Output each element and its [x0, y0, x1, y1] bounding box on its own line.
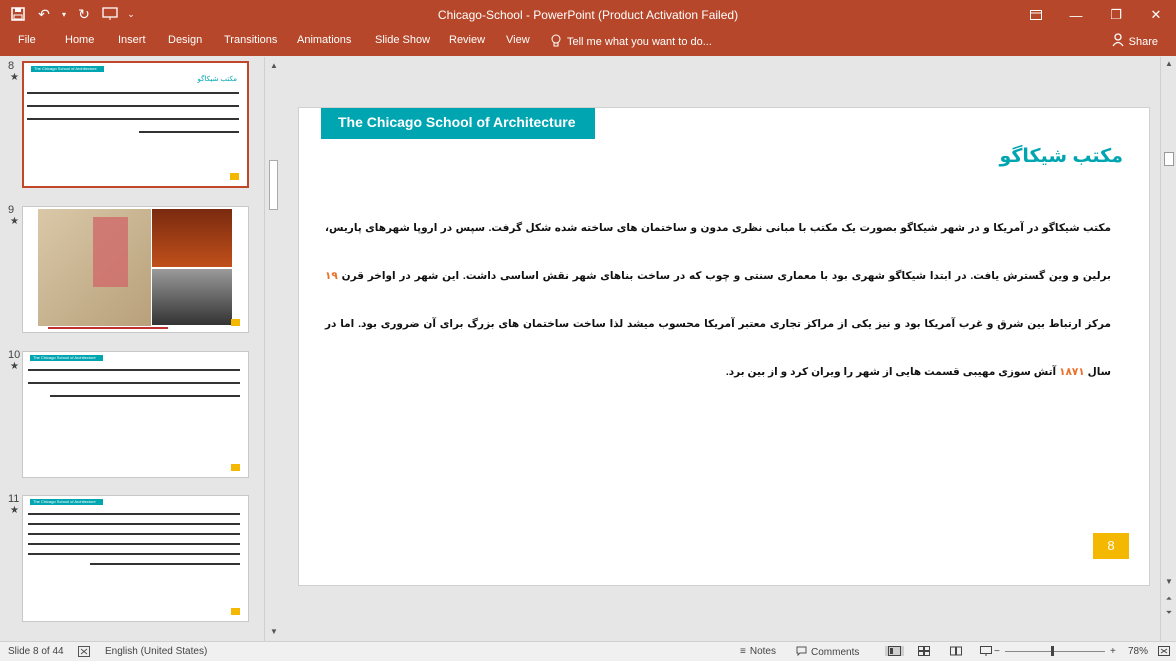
reading-view-icon[interactable] [950, 646, 962, 656]
editor-scrollbar[interactable] [1160, 57, 1176, 641]
highlight-number: ۱۹ [325, 270, 338, 282]
slide-thumbnail-8[interactable] [22, 61, 249, 188]
slide-title[interactable]: مکتب شیکاگو [999, 146, 1123, 167]
tab-home[interactable]: Home [65, 34, 95, 46]
thumb-header: The Chicago School of Architecture [31, 66, 104, 72]
animation-star-icon: ★ [10, 505, 19, 516]
tab-file[interactable]: File [18, 34, 36, 46]
thumb-header: The Chicago School of Architecture [30, 499, 103, 505]
next-slide-icon[interactable]: ⏷ [1165, 608, 1173, 617]
comments-label: Comments [811, 647, 860, 658]
animation-star-icon: ★ [10, 72, 19, 83]
thumb-text-line [139, 131, 239, 133]
customize-icon[interactable]: ⌄ [127, 8, 135, 19]
tab-transitions[interactable]: Transitions [224, 34, 278, 46]
body-text-part: مرکز ارتباط بین شرق و غرب آمریکا بود و نیز یکی از مراکز تجاری معتبر آمریکا محسوب میشد لذا ساخت ساختمان های بزرگ برای آن ضروری بود. اما در سال [325, 318, 1111, 378]
thumb-text-line [28, 553, 240, 555]
thumb-text-line [28, 369, 240, 371]
scroll-up-icon[interactable]: ▲ [1165, 59, 1173, 68]
animation-star-icon: ★ [10, 361, 19, 372]
thumb-text-line [27, 105, 239, 107]
tab-review[interactable]: Review [449, 34, 486, 46]
scroll-thumb[interactable] [1164, 152, 1174, 166]
language-indicator[interactable]: English (United States) [105, 646, 208, 657]
thumb-page-number [230, 173, 239, 180]
thumb-text-line [27, 92, 239, 94]
slide-editor[interactable] [283, 57, 1160, 641]
scroll-up-icon[interactable]: ▲ [270, 61, 278, 70]
notes-icon: ≡ [740, 646, 746, 657]
notes-label: Notes [749, 646, 776, 657]
normal-view-icon[interactable] [885, 646, 904, 656]
comment-icon [796, 646, 807, 659]
tab-design[interactable]: Design [168, 34, 203, 46]
scroll-down-icon[interactable]: ▼ [1165, 577, 1173, 586]
thumb-page-number [231, 319, 240, 326]
dropdown-arrow-icon[interactable]: ▾ [61, 9, 66, 19]
thumb-page-number [231, 464, 240, 471]
ribbon-display-icon[interactable] [1016, 0, 1056, 30]
fit-slide-icon[interactable] [1158, 646, 1170, 656]
share-label: Share [1128, 35, 1158, 48]
restore-icon[interactable]: ❐ [1110, 7, 1122, 22]
undo-icon[interactable]: ↶ [38, 5, 50, 22]
thumb-text-line [28, 382, 240, 384]
slide-number: 8 [8, 60, 15, 72]
thumb-title: مکتب شیکاگو [197, 76, 237, 83]
slide-number: 11 [8, 493, 20, 505]
window-controls [1016, 0, 1176, 30]
slide-header-banner[interactable]: The Chicago School of Architecture [321, 108, 595, 139]
zoom-level[interactable]: 78% [1128, 646, 1149, 657]
minimize-icon[interactable]: — [1069, 7, 1083, 23]
slideshow-view-icon[interactable] [980, 646, 992, 656]
window-title: Chicago-School - PowerPoint (Product Activation Failed) [437, 8, 739, 22]
close-icon[interactable]: ✕ [1150, 7, 1162, 22]
title-bar [0, 0, 1176, 30]
scroll-down-icon[interactable]: ▼ [270, 627, 278, 636]
zoom-slider[interactable] [1005, 651, 1105, 652]
thumb-text-line [28, 543, 240, 545]
slide-canvas[interactable] [298, 107, 1150, 586]
tab-insert[interactable]: Insert [118, 34, 146, 46]
map-image [38, 209, 151, 326]
thumb-text-line [28, 533, 240, 535]
slide-sorter-icon[interactable] [918, 646, 930, 656]
body-text-part: مکتب شیکاگو در آمریکا و در شهر شیکاگو بصورت یک مکتب با مبانی نظری مدون و ساختمان های ساخته شده شکل گرفت. سپس در اروپا شهرهای پاریس، برلین و وین گسترش یافت. در ابتدا شیکاگو شهری بود با معماری سنتی و چوب که در ساخت بناهای شهر نقش اساسی داشت. این شهر در اواخر قرن [325, 222, 1111, 282]
thumb-text-line [90, 563, 240, 565]
comments-button[interactable] [796, 646, 859, 659]
person-icon [1112, 33, 1124, 50]
tab-animations[interactable]: Animations [297, 34, 352, 46]
slide-counter[interactable]: Slide 8 of 44 [8, 646, 64, 657]
tab-slide-show[interactable]: Slide Show [375, 34, 431, 46]
zoom-slider-handle[interactable] [1051, 646, 1054, 656]
zoom-in-icon[interactable]: + [1110, 646, 1116, 657]
share-button[interactable] [1112, 33, 1158, 50]
tab-view[interactable]: View [506, 34, 530, 46]
previous-slide-icon[interactable]: ⏶ [1165, 594, 1173, 603]
slide-thumbnail-9[interactable] [22, 206, 249, 333]
scroll-thumb[interactable] [269, 160, 278, 210]
slide-thumbnail-11[interactable] [22, 495, 249, 622]
redo-icon[interactable]: ↻ [78, 5, 90, 22]
animation-star-icon: ★ [10, 216, 19, 227]
thumb-text-line [27, 118, 239, 120]
slide-page-number: 8 [1093, 533, 1129, 559]
thumb-page-number [231, 608, 240, 615]
thumb-header: The Chicago School of Architecture [30, 355, 103, 361]
ribbon-tabs [0, 30, 1176, 56]
status-bar [0, 641, 1176, 661]
notes-button[interactable] [740, 646, 776, 657]
thumb-text-line [28, 523, 240, 525]
ruins-image [152, 269, 232, 325]
slide-number: 10 [8, 349, 21, 361]
highlight-number: ۱۸۷۱ [1059, 366, 1085, 378]
lightbulb-icon [551, 34, 561, 50]
spelling-icon[interactable] [78, 646, 90, 657]
caption-line [48, 327, 168, 329]
slide-body-text[interactable] [325, 204, 1111, 396]
slide-thumbnail-pane[interactable] [0, 57, 264, 641]
body-text-part: آتش سوزی مهیبی قسمت هایی از شهر را ویران کرد و از بین برد. [725, 366, 1060, 378]
tell-me-label: Tell me what you want to do... [567, 36, 712, 48]
tell-me-box[interactable] [551, 34, 712, 50]
map-red-overlay [93, 217, 128, 287]
slide-number: 9 [8, 204, 15, 216]
thumbnail-scrollbar[interactable] [264, 57, 282, 641]
zoom-out-icon[interactable]: − [994, 646, 1000, 657]
slide-thumbnail-10[interactable] [22, 351, 249, 478]
thumb-text-line [50, 395, 240, 397]
fire-image [152, 209, 232, 267]
thumb-text-line [28, 513, 240, 515]
